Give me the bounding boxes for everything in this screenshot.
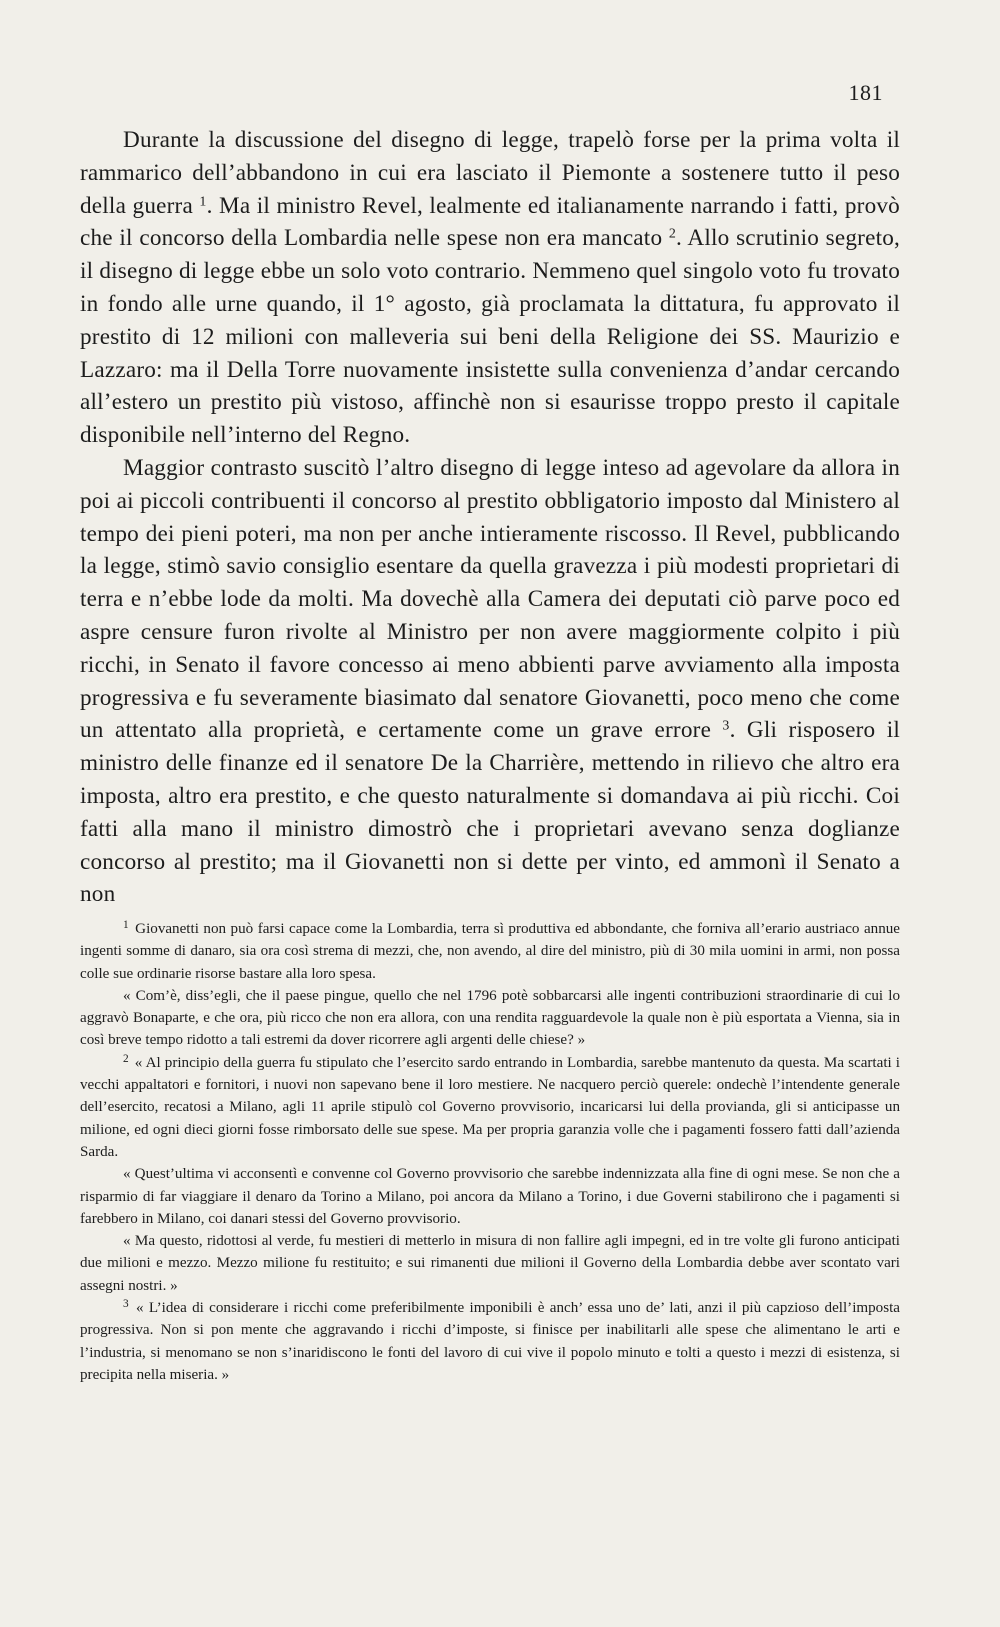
footnote-ref-1: 1 bbox=[199, 193, 207, 209]
footnote-text: Giovanetti non può farsi capace come la Lombardia, terra sì produttiva ed abbondante, che forniva all’erario austriaco annue ingenti somme di danaro, sia ora così strema di mezzi, che, non avendo, al dire del ministro, più di 30 mila uomini in armi, non possa colle sue ordinarie risorse bastare alla loro spesa. bbox=[80, 921, 900, 982]
footnotes-section bbox=[80, 918, 900, 1386]
main-text bbox=[80, 124, 900, 911]
paragraph-text: . Ma il ministro Revel, lealmente ed italianamente narrando i fatti, provò che il concorso della Lombardia nelle spese non era mancato bbox=[80, 192, 900, 252]
footnote-marker: 3 bbox=[123, 1297, 129, 1310]
footnote-text: « Com’è, diss’egli, che il paese pingue, quello che nel 1796 potè sobbarcarsi alle ingenti contribuzioni straordinarie di cui lo aggravò Bonaparte, e che ora, più ricco che non era allora, con una rendita ragguardevole la quale non è più esportata a Vienna, sia in così breve tempo ridotto a tali estremi da dover ricorrere agli argenti delle chiese? » bbox=[80, 987, 900, 1049]
footnote-text: « Al principio della guerra fu stipulato che l’esercito sardo entrando in Lombardia, sarebbe mantenuto da questa. Ma scartati i vecchi appaltatori e fornitori, i nuovi non sapevano bene il loro mestiere. Ne nacquero perciò querele: ondechè l’intendente generale dell’esercito, recatosi a Milano, agli 11 aprile stipulò col Governo provvisorio, incaricarsi lui della provianda, gli si anticipasse un milione, ed ogni dieci giorni fosse rimborsato delle sue spese. Ma per propria garanzia volle che i pagamenti fossero fatti dall’azienda Sarda. bbox=[80, 1054, 900, 1160]
page-number: 181 bbox=[848, 80, 883, 105]
footnote-ref-2: 2 bbox=[668, 226, 677, 242]
footnote-text: « Quest’ultima vi acconsentì e convenne col Governo provvisorio che sarebbe indennizzata alla fine di ogni mese. Se non che a risparmio di far viaggiare il denaro da Torino a Milano, poi ancora da Milano a Torino, i due Governi stabilirono che i pagamenti si farebbero in Milano, coi danari stessi del Governo provvisorio. bbox=[80, 1166, 900, 1227]
footnote-ref-3: 3 bbox=[722, 718, 730, 734]
body-paragraph-1 bbox=[80, 124, 900, 452]
paragraph-text: . Gli risposero il ministro delle finanze ed il senatore De la Charrière, mettendo in rilievo che altro era imposta, altro era prestito, e che questo naturalmente si domandava ai più ricchi. Coi fatti alla mano il ministro dimostrò che i proprietari avevano senza doglianze concorso al prestito; ma il Giovanetti non si dette per vinto, ed ammonì il Senato a non bbox=[80, 717, 900, 908]
footnote-marker: 2 bbox=[123, 1052, 129, 1065]
footnote-2-continuation bbox=[80, 1163, 900, 1230]
footnote-text: « L’idea di considerare i ricchi come preferibilmente imponibili è anch’ essa uno de’ lati, anzi il più capzioso dell’imposta progressiva. Non si pon mente che aggravando i ricchi d’imposte, si finisce per inabilitarli alle spese che alimentano le arti e l’industria, si menomano se non s’inaridiscono le fonti del lavoro di cui vive il popolo minuto e tolti a questo i mezzi di esistenza, si precipita nella miseria. » bbox=[80, 1300, 900, 1383]
footnote-2-continuation bbox=[80, 1230, 900, 1297]
footnote-3 bbox=[80, 1297, 900, 1386]
footnote-text: « Ma questo, ridottosi al verde, fu mestieri di metterlo in misura di non fallire agli impegni, ed in tre volte gli furono anticipati due milioni e mezzo. Mezzo milione fu restituito; e sui rimanenti due milioni il Governo della Lombardia debbe aver scontato vari assegni nostri. » bbox=[80, 1233, 900, 1294]
body-paragraph-2 bbox=[80, 452, 900, 911]
paragraph-text: Maggior contrasto suscitò l’altro disegno di legge inteso ad agevolare da allora in poi ai piccoli contribuenti il concorso al prestito obbligatorio imposto dal Ministero al tempo dei pieni poteri, ma non per anche intieramente riscosso. Il Revel, pubblicando la legge, stimò savio consiglio esentare da quella gravezza i più modesti proprietari di terra e n’ebbe lode da molti. Ma dovechè alla Camera dei deputati ciò parve poco ed aspre censure furon rivolte al Ministro per non avere maggiormente colpito i più ricchi, in Senato il favore concesso ai meno abbienti parve avviamento alla imposta progressiva e fu severamente biasimato dal senatore Giovanetti, poco meno che come un attentato alla proprietà, e certamente come un grave errore bbox=[80, 454, 900, 744]
paragraph-text: Durante la discussione del disegno di legge, trapelò forse per la prima volta il rammarico dell’abbandono in cui era lasciato il Piemonte a sostenere tutto il peso della guerra bbox=[80, 127, 900, 219]
paragraph-text: . Allo scrutinio segreto, il disegno di legge ebbe un solo voto contrario. Nemmeno quel singolo voto fu trovato in fondo alle urne quando, il 1° agosto, già proclamata la dittatura, fu approvato il prestito di 12 milioni con malleveria sui beni della Religione dei SS. Maurizio e Lazzaro: ma il Della Torre nuovamente insistette sulla convenienza d’andar cercando all’estero un prestito più vistoso, affinchè non si esaurisse troppo presto il capitale disponibile nell’interno del Regno. bbox=[80, 225, 901, 449]
footnote-1 bbox=[80, 918, 900, 985]
footnote-2 bbox=[80, 1052, 900, 1163]
footnote-marker: 1 bbox=[123, 918, 129, 931]
footnote-1-continuation bbox=[80, 985, 900, 1052]
